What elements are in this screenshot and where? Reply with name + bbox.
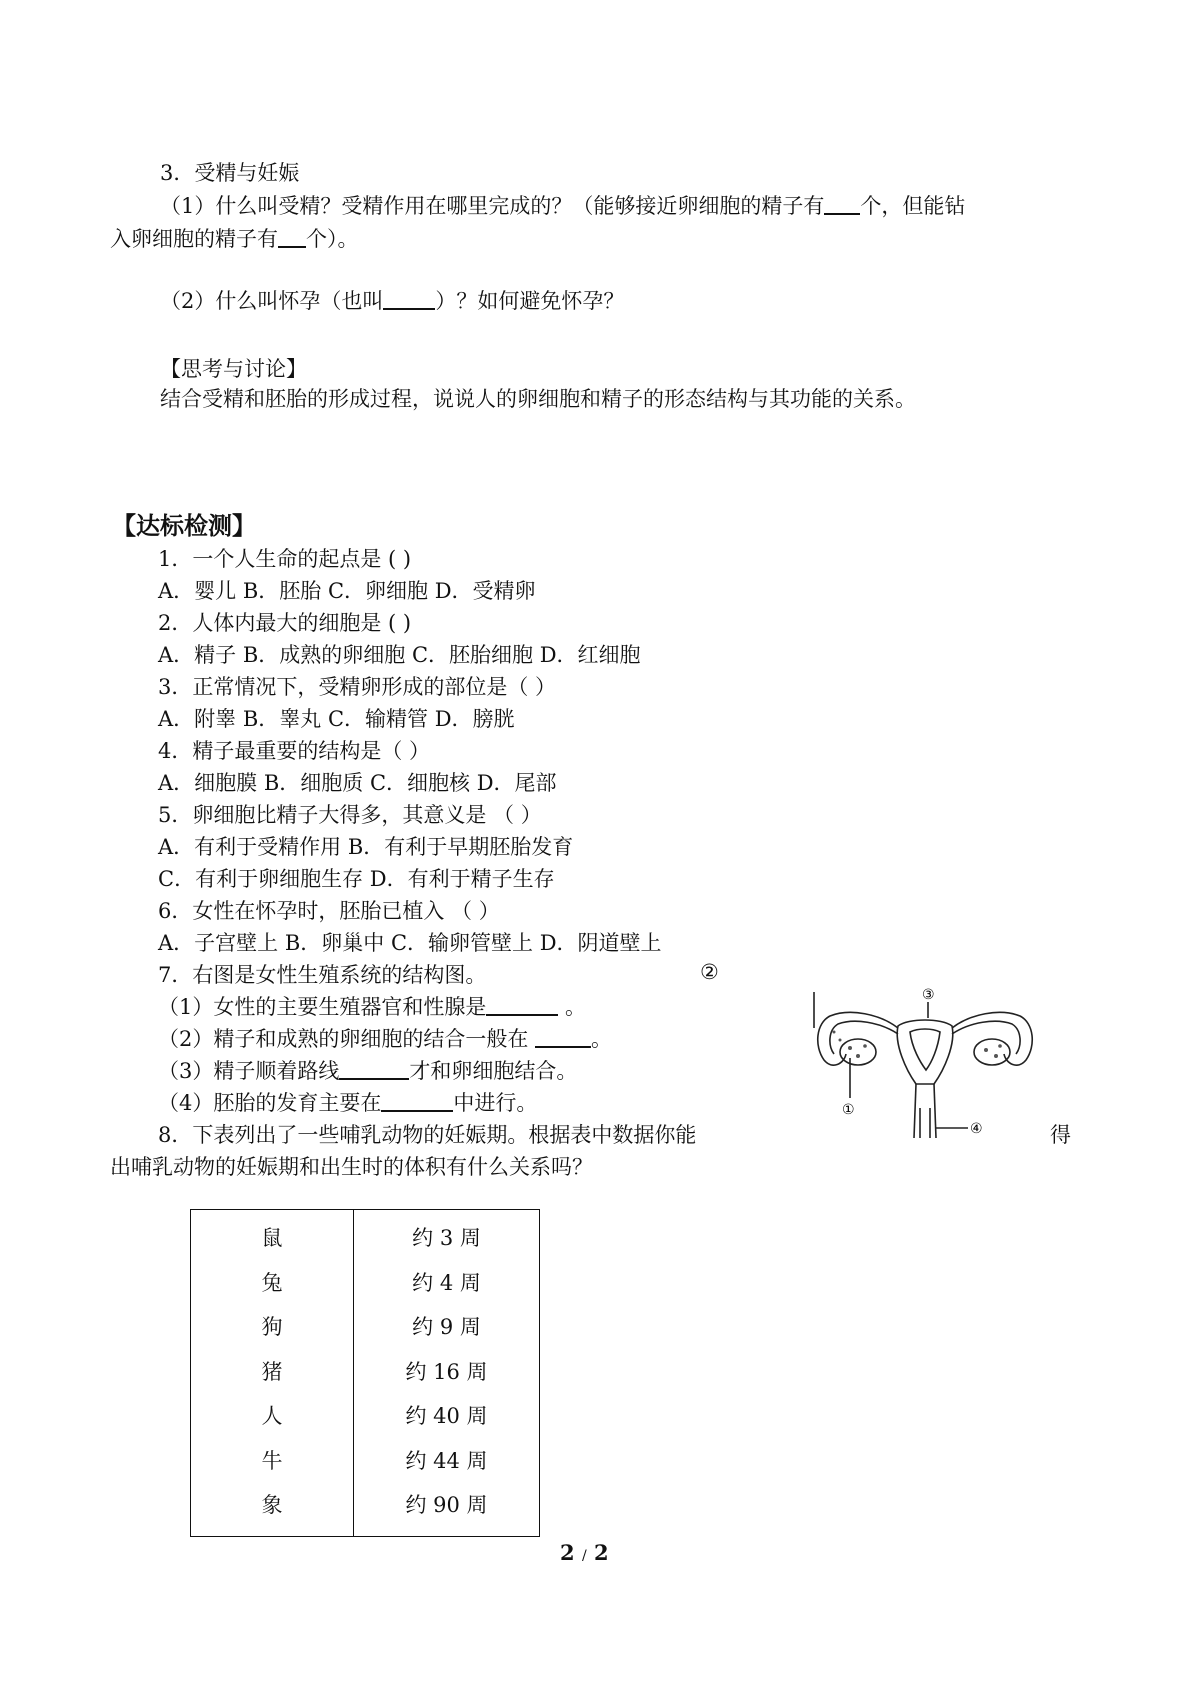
blank-embryo-site (381, 1090, 453, 1112)
section-title: 3．受精与妊娠 (160, 161, 300, 185)
test-q8-line-2: 出哺乳动物的妊娠期和出生时的体积有什么关系吗？ (110, 1155, 593, 1179)
test-q5-options-2: C．有利于卵细胞生存 D．有利于精子生存 (158, 867, 555, 891)
test-q7-part-3: （3）精子顺着路线 才和卵细胞结合。 (158, 1059, 578, 1083)
test-q8-line-1-end: 得 (1050, 1123, 1071, 1147)
blank-sperm-approach (824, 193, 860, 215)
test-q5: 5．卵细胞比精子大得多，其意义是 （ ） (158, 803, 542, 827)
gestation-table (190, 1209, 540, 1537)
question-1-line-1: （1）什么叫受精？受精作用在哪里完成的？（能够接近卵细胞的精子有 个，但能钻 (160, 194, 966, 218)
diagram-label-2: ② (700, 960, 719, 984)
test-heading: 【达标检测】 (112, 512, 256, 540)
animal-cell: 人 (261, 1404, 283, 1428)
test-q7-part-2: （2）精子和成熟的卵细胞的结合一般在 。 (158, 1027, 613, 1051)
animal-column (191, 1210, 354, 1537)
test-q1: 1．一个人生命的起点是 ( ) (158, 547, 412, 571)
period-cell: 约 40 周 (405, 1404, 488, 1428)
period-cell: 约 44 周 (405, 1448, 488, 1473)
blank-pregnancy-term (383, 288, 435, 310)
test-q6-options: A．子宫壁上 B．卵巢中 C．输卵管壁上 D．阴道壁上 (158, 931, 662, 955)
page-number: 2 / 2 (560, 1540, 609, 1565)
test-q2: 2．人体内最大的细胞是 ( ) (158, 611, 412, 635)
period-cell: 约 4 周 (412, 1270, 481, 1295)
test-q7: 7．右图是女性生殖系统的结构图。 (158, 963, 487, 987)
test-q4: 4．精子最重要的结构是（ ） (158, 739, 431, 763)
blank-sperm-route (339, 1058, 409, 1080)
test-q1-options: A．婴儿 B．胚胎 C．卵细胞 D．受精卵 (158, 579, 536, 603)
period-cell: 约 9 周 (412, 1315, 481, 1339)
animal-cell: 象 (261, 1493, 283, 1517)
think-discuss-title: 【思考与讨论】 (160, 357, 307, 381)
diagram-label-3: ③ (922, 988, 935, 1003)
test-q2-options: A．精子 B．成熟的卵细胞 C．胚胎细胞 D．红细胞 (158, 643, 641, 667)
test-q7-part-1: （1）女性的主要生殖器官和性腺是 。 (158, 995, 587, 1019)
animal-cell: 狗 (261, 1315, 283, 1339)
test-q7-part-4: （4）胚胎的发育主要在 中进行。 (158, 1091, 538, 1115)
test-q3-options: A．附睾 B．睾丸 C．输精管 D．膀胱 (158, 707, 515, 731)
test-q6: 6．女性在怀孕时，胚胎已植入 （ ） (158, 899, 500, 923)
diagram-label-1: ① (842, 1102, 855, 1118)
blank-gonad (486, 994, 558, 1016)
think-discuss-text: 结合受精和胚胎的形成过程，说说人的卵细胞和精子的形态结构与其功能的关系。 (160, 387, 916, 411)
test-q5-options-1: A．有利于受精作用 B．有利于早期胚胎发育 (158, 835, 574, 859)
animal-cell: 猪 (261, 1359, 283, 1384)
diagram-label-4: ④ (970, 1121, 983, 1137)
question-2: （2）什么叫怀孕（也叫 ）？如何避免怀孕？ (160, 289, 625, 313)
test-q3: 3．正常情况下，受精卵形成的部位是（ ） (158, 675, 557, 699)
reproductive-system-diagram (810, 988, 1040, 1143)
question-1-line-2: 入卵细胞的精子有 个）。 (110, 227, 359, 251)
animal-cell: 兔 (261, 1270, 283, 1295)
blank-fertilization-site (535, 1026, 591, 1048)
animal-cell: 牛 (261, 1448, 283, 1473)
period-cell: 约 90 周 (405, 1493, 488, 1517)
test-q8-line-1: 8．下表列出了一些哺乳动物的妊娠期。根据表中数据你能 (158, 1123, 697, 1147)
test-q4-options: A．细胞膜 B．细胞质 C．细胞核 D．尾部 (158, 771, 557, 795)
blank-sperm-enter (278, 226, 306, 248)
period-cell: 约 16 周 (405, 1359, 488, 1384)
period-cell: 约 3 周 (412, 1226, 481, 1250)
animal-cell: 鼠 (261, 1226, 283, 1250)
period-column (354, 1210, 540, 1537)
